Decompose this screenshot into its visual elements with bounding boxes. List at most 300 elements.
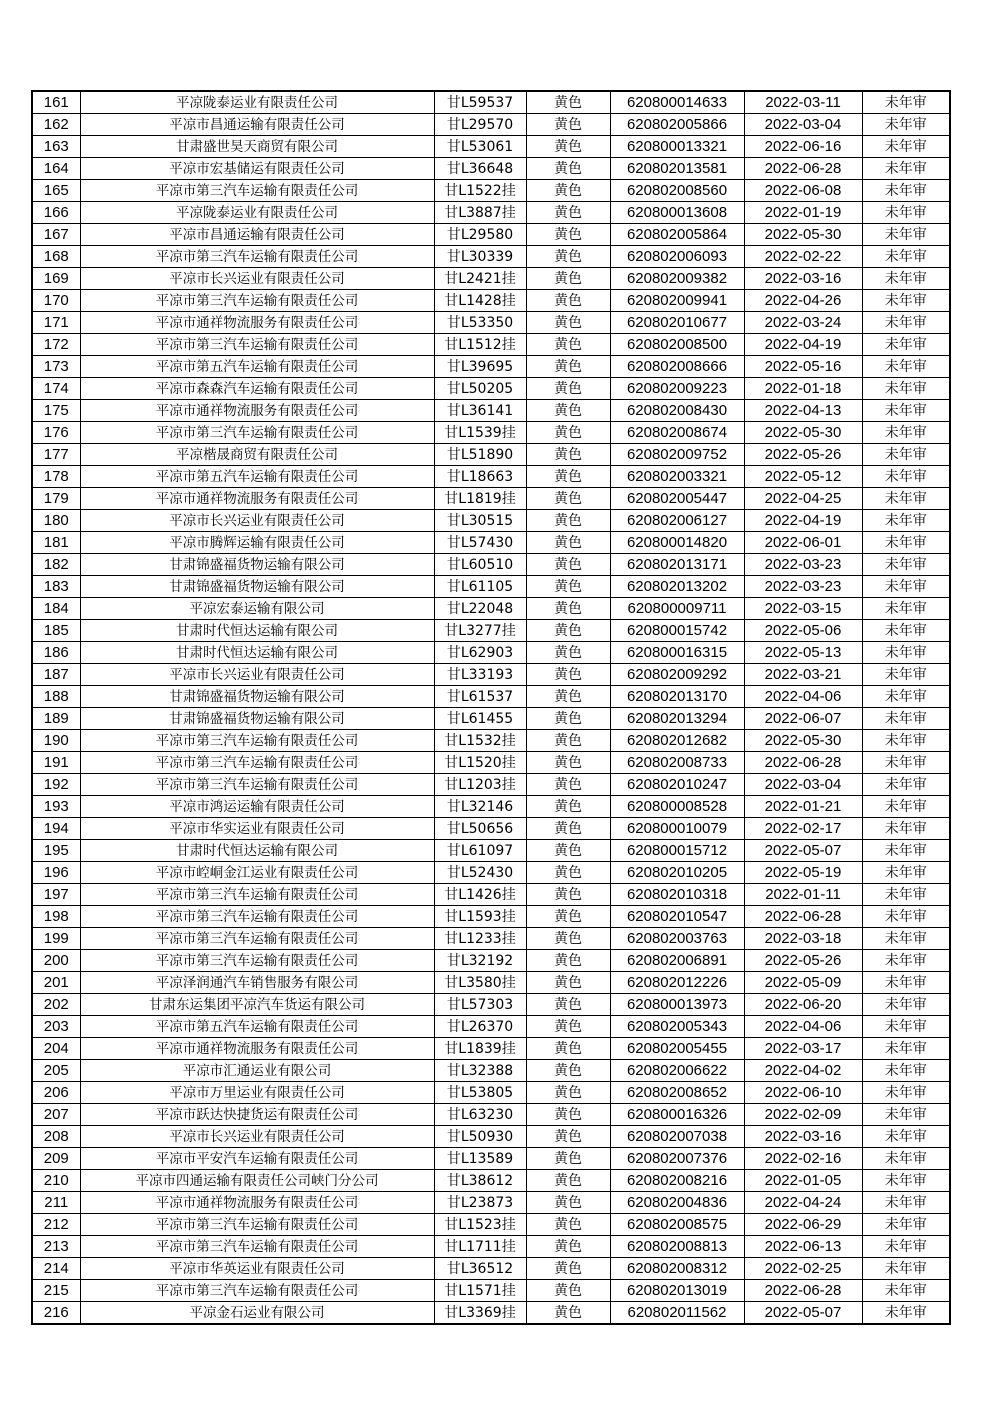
plate-color-cell: 黄色 bbox=[526, 1104, 610, 1126]
permit-number-cell: 620802013294 bbox=[610, 708, 744, 730]
plate-number-cell: 甘L30515 bbox=[434, 510, 526, 532]
permit-number-cell: 620802010318 bbox=[610, 884, 744, 906]
company-name-cell: 甘肃锦盛福货物运输有限公司 bbox=[80, 554, 434, 576]
table-row bbox=[32, 246, 950, 268]
plate-color-cell: 黄色 bbox=[526, 994, 610, 1016]
plate-number-cell: 甘L36512 bbox=[434, 1258, 526, 1280]
plate-number-cell: 甘L32146 bbox=[434, 796, 526, 818]
plate-number-cell: 甘L3580挂 bbox=[434, 972, 526, 994]
due-date-cell: 2022-06-28 bbox=[744, 1280, 862, 1302]
due-date-cell: 2022-04-25 bbox=[744, 488, 862, 510]
row-number-cell: 193 bbox=[32, 796, 80, 818]
table-row bbox=[32, 312, 950, 334]
plate-color-cell: 黄色 bbox=[526, 752, 610, 774]
table-row bbox=[32, 1236, 950, 1258]
plate-color-cell: 黄色 bbox=[526, 1126, 610, 1148]
review-status-cell: 未年审 bbox=[862, 1060, 950, 1082]
due-date-cell: 2022-06-01 bbox=[744, 532, 862, 554]
row-number-cell: 174 bbox=[32, 378, 80, 400]
row-number-cell: 176 bbox=[32, 422, 80, 444]
due-date-cell: 2022-06-20 bbox=[744, 994, 862, 1016]
company-name-cell: 平凉泽润通汽车销售服务有限公司 bbox=[80, 972, 434, 994]
plate-color-cell: 黄色 bbox=[526, 554, 610, 576]
review-status-cell: 未年审 bbox=[862, 246, 950, 268]
plate-color-cell: 黄色 bbox=[526, 708, 610, 730]
permit-number-cell: 620802003321 bbox=[610, 466, 744, 488]
review-status-cell: 未年审 bbox=[862, 928, 950, 950]
plate-number-cell: 甘L57303 bbox=[434, 994, 526, 1016]
review-status-cell: 未年审 bbox=[862, 378, 950, 400]
company-name-cell: 平凉市汇通运业有限公司 bbox=[80, 1060, 434, 1082]
review-status-cell: 未年审 bbox=[862, 158, 950, 180]
table-row bbox=[32, 1148, 950, 1170]
company-name-cell: 平凉市第五汽车运输有限责任公司 bbox=[80, 466, 434, 488]
permit-number-cell: 620802013581 bbox=[610, 158, 744, 180]
table-row bbox=[32, 950, 950, 972]
plate-color-cell: 黄色 bbox=[526, 378, 610, 400]
company-name-cell: 平凉市第三汽车运输有限责任公司 bbox=[80, 774, 434, 796]
permit-number-cell: 620800013608 bbox=[610, 202, 744, 224]
row-number-cell: 187 bbox=[32, 664, 80, 686]
permit-number-cell: 620802010547 bbox=[610, 906, 744, 928]
review-status-cell: 未年审 bbox=[862, 1082, 950, 1104]
plate-color-cell: 黄色 bbox=[526, 950, 610, 972]
plate-color-cell: 黄色 bbox=[526, 488, 610, 510]
permit-number-cell: 620800014633 bbox=[610, 91, 744, 114]
review-status-cell: 未年审 bbox=[862, 620, 950, 642]
plate-number-cell: 甘L1711挂 bbox=[434, 1236, 526, 1258]
plate-number-cell: 甘L53061 bbox=[434, 136, 526, 158]
table-row bbox=[32, 774, 950, 796]
review-status-cell: 未年审 bbox=[862, 488, 950, 510]
due-date-cell: 2022-06-07 bbox=[744, 708, 862, 730]
review-status-cell: 未年审 bbox=[862, 840, 950, 862]
plate-color-cell: 黄色 bbox=[526, 972, 610, 994]
plate-color-cell: 黄色 bbox=[526, 862, 610, 884]
plate-color-cell: 黄色 bbox=[526, 576, 610, 598]
company-name-cell: 平凉市第五汽车运输有限责任公司 bbox=[80, 1016, 434, 1038]
due-date-cell: 2022-06-29 bbox=[744, 1214, 862, 1236]
company-name-cell: 平凉市第三汽车运输有限责任公司 bbox=[80, 950, 434, 972]
permit-number-cell: 620802006622 bbox=[610, 1060, 744, 1082]
due-date-cell: 2022-04-19 bbox=[744, 334, 862, 356]
row-number-cell: 162 bbox=[32, 114, 80, 136]
due-date-cell: 2022-05-09 bbox=[744, 972, 862, 994]
table-row bbox=[32, 488, 950, 510]
review-status-cell: 未年审 bbox=[862, 752, 950, 774]
table-row bbox=[32, 840, 950, 862]
plate-color-cell: 黄色 bbox=[526, 1038, 610, 1060]
permit-number-cell: 620802005455 bbox=[610, 1038, 744, 1060]
company-name-cell: 平凉市四通运输有限责任公司峡门分公司 bbox=[80, 1170, 434, 1192]
row-number-cell: 199 bbox=[32, 928, 80, 950]
company-name-cell: 平凉楷晟商贸有限责任公司 bbox=[80, 444, 434, 466]
company-name-cell: 平凉市第三汽车运输有限责任公司 bbox=[80, 1236, 434, 1258]
review-status-cell: 未年审 bbox=[862, 312, 950, 334]
permit-number-cell: 620802013170 bbox=[610, 686, 744, 708]
plate-color-cell: 黄色 bbox=[526, 928, 610, 950]
review-status-cell: 未年审 bbox=[862, 994, 950, 1016]
due-date-cell: 2022-02-25 bbox=[744, 1258, 862, 1280]
plate-color-cell: 黄色 bbox=[526, 202, 610, 224]
table-row bbox=[32, 356, 950, 378]
due-date-cell: 2022-01-21 bbox=[744, 796, 862, 818]
row-number-cell: 192 bbox=[32, 774, 80, 796]
review-status-cell: 未年审 bbox=[862, 422, 950, 444]
due-date-cell: 2022-03-04 bbox=[744, 774, 862, 796]
due-date-cell: 2022-01-05 bbox=[744, 1170, 862, 1192]
plate-number-cell: 甘L36141 bbox=[434, 400, 526, 422]
plate-number-cell: 甘L61455 bbox=[434, 708, 526, 730]
row-number-cell: 163 bbox=[32, 136, 80, 158]
table-row bbox=[32, 114, 950, 136]
review-status-cell: 未年审 bbox=[862, 642, 950, 664]
review-status-cell: 未年审 bbox=[862, 356, 950, 378]
table-row bbox=[32, 752, 950, 774]
row-number-cell: 177 bbox=[32, 444, 80, 466]
row-number-cell: 214 bbox=[32, 1258, 80, 1280]
table-row bbox=[32, 532, 950, 554]
due-date-cell: 2022-06-10 bbox=[744, 1082, 862, 1104]
company-name-cell: 平凉市宏基储运有限责任公司 bbox=[80, 158, 434, 180]
plate-number-cell: 甘L36648 bbox=[434, 158, 526, 180]
plate-number-cell: 甘L29570 bbox=[434, 114, 526, 136]
due-date-cell: 2022-03-24 bbox=[744, 312, 862, 334]
permit-number-cell: 620802009382 bbox=[610, 268, 744, 290]
review-status-cell: 未年审 bbox=[862, 862, 950, 884]
plate-number-cell: 甘L1539挂 bbox=[434, 422, 526, 444]
plate-color-cell: 黄色 bbox=[526, 1170, 610, 1192]
plate-color-cell: 黄色 bbox=[526, 312, 610, 334]
permit-number-cell: 620802009752 bbox=[610, 444, 744, 466]
table-row bbox=[32, 158, 950, 180]
table-row bbox=[32, 642, 950, 664]
plate-number-cell: 甘L39695 bbox=[434, 356, 526, 378]
permit-number-cell: 620802008674 bbox=[610, 422, 744, 444]
review-status-cell: 未年审 bbox=[862, 136, 950, 158]
row-number-cell: 207 bbox=[32, 1104, 80, 1126]
plate-color-cell: 黄色 bbox=[526, 136, 610, 158]
permit-number-cell: 620802010205 bbox=[610, 862, 744, 884]
due-date-cell: 2022-06-08 bbox=[744, 180, 862, 202]
table-row bbox=[32, 180, 950, 202]
due-date-cell: 2022-04-13 bbox=[744, 400, 862, 422]
table-row bbox=[32, 1126, 950, 1148]
permit-number-cell: 620800008528 bbox=[610, 796, 744, 818]
review-status-cell: 未年审 bbox=[862, 268, 950, 290]
company-name-cell: 平凉市万里运业有限责任公司 bbox=[80, 1082, 434, 1104]
plate-color-cell: 黄色 bbox=[526, 1214, 610, 1236]
row-number-cell: 197 bbox=[32, 884, 80, 906]
company-name-cell: 平凉金石运业有限公司 bbox=[80, 1302, 434, 1325]
plate-number-cell: 甘L32388 bbox=[434, 1060, 526, 1082]
review-status-cell: 未年审 bbox=[862, 91, 950, 114]
plate-number-cell: 甘L33193 bbox=[434, 664, 526, 686]
due-date-cell: 2022-05-13 bbox=[744, 642, 862, 664]
vehicle-table bbox=[31, 90, 951, 1325]
row-number-cell: 195 bbox=[32, 840, 80, 862]
due-date-cell: 2022-05-06 bbox=[744, 620, 862, 642]
plate-number-cell: 甘L1426挂 bbox=[434, 884, 526, 906]
due-date-cell: 2022-02-16 bbox=[744, 1148, 862, 1170]
plate-number-cell: 甘L1512挂 bbox=[434, 334, 526, 356]
company-name-cell: 平凉市第三汽车运输有限责任公司 bbox=[80, 730, 434, 752]
row-number-cell: 216 bbox=[32, 1302, 80, 1325]
row-number-cell: 208 bbox=[32, 1126, 80, 1148]
permit-number-cell: 620802008430 bbox=[610, 400, 744, 422]
plate-color-cell: 黄色 bbox=[526, 906, 610, 928]
due-date-cell: 2022-04-24 bbox=[744, 1192, 862, 1214]
row-number-cell: 201 bbox=[32, 972, 80, 994]
review-status-cell: 未年审 bbox=[862, 906, 950, 928]
plate-color-cell: 黄色 bbox=[526, 334, 610, 356]
due-date-cell: 2022-01-11 bbox=[744, 884, 862, 906]
plate-number-cell: 甘L61537 bbox=[434, 686, 526, 708]
review-status-cell: 未年审 bbox=[862, 1236, 950, 1258]
company-name-cell: 平凉市通祥物流服务有限责任公司 bbox=[80, 400, 434, 422]
company-name-cell: 平凉市鸿运运输有限责任公司 bbox=[80, 796, 434, 818]
plate-number-cell: 甘L3277挂 bbox=[434, 620, 526, 642]
plate-color-cell: 黄色 bbox=[526, 114, 610, 136]
table-row bbox=[32, 334, 950, 356]
company-name-cell: 甘肃时代恒达运输有限公司 bbox=[80, 642, 434, 664]
permit-number-cell: 620802009941 bbox=[610, 290, 744, 312]
review-status-cell: 未年审 bbox=[862, 202, 950, 224]
plate-color-cell: 黄色 bbox=[526, 466, 610, 488]
permit-number-cell: 620800013973 bbox=[610, 994, 744, 1016]
plate-number-cell: 甘L2421挂 bbox=[434, 268, 526, 290]
permit-number-cell: 620800015712 bbox=[610, 840, 744, 862]
due-date-cell: 2022-05-12 bbox=[744, 466, 862, 488]
table-row bbox=[32, 994, 950, 1016]
permit-number-cell: 620802005866 bbox=[610, 114, 744, 136]
permit-number-cell: 620802012226 bbox=[610, 972, 744, 994]
row-number-cell: 213 bbox=[32, 1236, 80, 1258]
plate-color-cell: 黄色 bbox=[526, 180, 610, 202]
plate-number-cell: 甘L52430 bbox=[434, 862, 526, 884]
company-name-cell: 甘肃东运集团平凉汽车货运有限公司 bbox=[80, 994, 434, 1016]
company-name-cell: 平凉市华实运业有限责任公司 bbox=[80, 818, 434, 840]
company-name-cell: 平凉陇泰运业有限责任公司 bbox=[80, 202, 434, 224]
company-name-cell: 平凉市通祥物流服务有限责任公司 bbox=[80, 488, 434, 510]
row-number-cell: 198 bbox=[32, 906, 80, 928]
plate-number-cell: 甘L50656 bbox=[434, 818, 526, 840]
row-number-cell: 170 bbox=[32, 290, 80, 312]
table-row bbox=[32, 136, 950, 158]
plate-number-cell: 甘L57430 bbox=[434, 532, 526, 554]
company-name-cell: 平凉市第五汽车运输有限责任公司 bbox=[80, 356, 434, 378]
review-status-cell: 未年审 bbox=[862, 1214, 950, 1236]
row-number-cell: 188 bbox=[32, 686, 80, 708]
due-date-cell: 2022-06-28 bbox=[744, 752, 862, 774]
table-row bbox=[32, 422, 950, 444]
row-number-cell: 166 bbox=[32, 202, 80, 224]
plate-color-cell: 黄色 bbox=[526, 1258, 610, 1280]
table-row bbox=[32, 664, 950, 686]
company-name-cell: 平凉市腾辉运输有限责任公司 bbox=[80, 532, 434, 554]
company-name-cell: 甘肃锦盛福货物运输有限公司 bbox=[80, 686, 434, 708]
due-date-cell: 2022-05-30 bbox=[744, 730, 862, 752]
row-number-cell: 184 bbox=[32, 598, 80, 620]
permit-number-cell: 620802013019 bbox=[610, 1280, 744, 1302]
plate-color-cell: 黄色 bbox=[526, 422, 610, 444]
plate-color-cell: 黄色 bbox=[526, 1236, 610, 1258]
table-row bbox=[32, 906, 950, 928]
company-name-cell: 平凉市第三汽车运输有限责任公司 bbox=[80, 1214, 434, 1236]
due-date-cell: 2022-03-18 bbox=[744, 928, 862, 950]
due-date-cell: 2022-05-07 bbox=[744, 840, 862, 862]
permit-number-cell: 620802013171 bbox=[610, 554, 744, 576]
row-number-cell: 178 bbox=[32, 466, 80, 488]
plate-number-cell: 甘L1522挂 bbox=[434, 180, 526, 202]
due-date-cell: 2022-03-21 bbox=[744, 664, 862, 686]
plate-number-cell: 甘L26370 bbox=[434, 1016, 526, 1038]
company-name-cell: 平凉宏泰运输有限公司 bbox=[80, 598, 434, 620]
company-name-cell: 平凉市通祥物流服务有限责任公司 bbox=[80, 1192, 434, 1214]
review-status-cell: 未年审 bbox=[862, 796, 950, 818]
due-date-cell: 2022-03-16 bbox=[744, 1126, 862, 1148]
table-row bbox=[32, 972, 950, 994]
due-date-cell: 2022-06-28 bbox=[744, 906, 862, 928]
company-name-cell: 平凉市第三汽车运输有限责任公司 bbox=[80, 246, 434, 268]
due-date-cell: 2022-06-13 bbox=[744, 1236, 862, 1258]
plate-number-cell: 甘L60510 bbox=[434, 554, 526, 576]
table-row bbox=[32, 598, 950, 620]
table-row bbox=[32, 378, 950, 400]
row-number-cell: 183 bbox=[32, 576, 80, 598]
permit-number-cell: 620802008312 bbox=[610, 1258, 744, 1280]
due-date-cell: 2022-02-17 bbox=[744, 818, 862, 840]
permit-number-cell: 620800009711 bbox=[610, 598, 744, 620]
plate-number-cell: 甘L61105 bbox=[434, 576, 526, 598]
due-date-cell: 2022-06-28 bbox=[744, 158, 862, 180]
due-date-cell: 2022-02-22 bbox=[744, 246, 862, 268]
due-date-cell: 2022-03-15 bbox=[744, 598, 862, 620]
permit-number-cell: 620800016315 bbox=[610, 642, 744, 664]
company-name-cell: 甘肃盛世昊天商贸有限公司 bbox=[80, 136, 434, 158]
company-name-cell: 平凉市平安汽车运输有限责任公司 bbox=[80, 1148, 434, 1170]
due-date-cell: 2022-05-26 bbox=[744, 444, 862, 466]
review-status-cell: 未年审 bbox=[862, 114, 950, 136]
row-number-cell: 209 bbox=[32, 1148, 80, 1170]
review-status-cell: 未年审 bbox=[862, 576, 950, 598]
plate-number-cell: 甘L13589 bbox=[434, 1148, 526, 1170]
row-number-cell: 212 bbox=[32, 1214, 80, 1236]
row-number-cell: 215 bbox=[32, 1280, 80, 1302]
company-name-cell: 平凉市第三汽车运输有限责任公司 bbox=[80, 422, 434, 444]
permit-number-cell: 620800014820 bbox=[610, 532, 744, 554]
table-row bbox=[32, 1060, 950, 1082]
row-number-cell: 205 bbox=[32, 1060, 80, 1082]
company-name-cell: 平凉市昌通运输有限责任公司 bbox=[80, 114, 434, 136]
plate-color-cell: 黄色 bbox=[526, 91, 610, 114]
row-number-cell: 182 bbox=[32, 554, 80, 576]
table-row bbox=[32, 1104, 950, 1126]
company-name-cell: 平凉陇泰运业有限责任公司 bbox=[80, 91, 434, 114]
table-row bbox=[32, 510, 950, 532]
review-status-cell: 未年审 bbox=[862, 1280, 950, 1302]
review-status-cell: 未年审 bbox=[862, 664, 950, 686]
plate-color-cell: 黄色 bbox=[526, 620, 610, 642]
plate-color-cell: 黄色 bbox=[526, 1060, 610, 1082]
plate-number-cell: 甘L29580 bbox=[434, 224, 526, 246]
permit-number-cell: 620802010247 bbox=[610, 774, 744, 796]
plate-number-cell: 甘L30339 bbox=[434, 246, 526, 268]
company-name-cell: 平凉市昌通运输有限责任公司 bbox=[80, 224, 434, 246]
review-status-cell: 未年审 bbox=[862, 466, 950, 488]
permit-number-cell: 620802012682 bbox=[610, 730, 744, 752]
company-name-cell: 平凉市长兴运业有限责任公司 bbox=[80, 1126, 434, 1148]
plate-number-cell: 甘L63230 bbox=[434, 1104, 526, 1126]
due-date-cell: 2022-04-06 bbox=[744, 1016, 862, 1038]
review-status-cell: 未年审 bbox=[862, 708, 950, 730]
plate-number-cell: 甘L53805 bbox=[434, 1082, 526, 1104]
plate-number-cell: 甘L1532挂 bbox=[434, 730, 526, 752]
permit-number-cell: 620802009223 bbox=[610, 378, 744, 400]
table-row bbox=[32, 686, 950, 708]
review-status-cell: 未年审 bbox=[862, 334, 950, 356]
permit-number-cell: 620802005343 bbox=[610, 1016, 744, 1038]
permit-number-cell: 620802008575 bbox=[610, 1214, 744, 1236]
permit-number-cell: 620802006127 bbox=[610, 510, 744, 532]
due-date-cell: 2022-05-19 bbox=[744, 862, 862, 884]
table-row bbox=[32, 818, 950, 840]
due-date-cell: 2022-05-16 bbox=[744, 356, 862, 378]
plate-color-cell: 黄色 bbox=[526, 400, 610, 422]
due-date-cell: 2022-03-11 bbox=[744, 91, 862, 114]
company-name-cell: 平凉市华英运业有限责任公司 bbox=[80, 1258, 434, 1280]
table-row bbox=[32, 1082, 950, 1104]
company-name-cell: 平凉市第三汽车运输有限责任公司 bbox=[80, 928, 434, 950]
review-status-cell: 未年审 bbox=[862, 1126, 950, 1148]
table-row bbox=[32, 1280, 950, 1302]
company-name-cell: 甘肃锦盛福货物运输有限公司 bbox=[80, 708, 434, 730]
review-status-cell: 未年审 bbox=[862, 818, 950, 840]
row-number-cell: 164 bbox=[32, 158, 80, 180]
review-status-cell: 未年审 bbox=[862, 1302, 950, 1325]
row-number-cell: 194 bbox=[32, 818, 80, 840]
row-number-cell: 172 bbox=[32, 334, 80, 356]
review-status-cell: 未年审 bbox=[862, 400, 950, 422]
table-row bbox=[32, 444, 950, 466]
due-date-cell: 2022-01-18 bbox=[744, 378, 862, 400]
plate-number-cell: 甘L1523挂 bbox=[434, 1214, 526, 1236]
plate-color-cell: 黄色 bbox=[526, 246, 610, 268]
plate-number-cell: 甘L59537 bbox=[434, 91, 526, 114]
review-status-cell: 未年审 bbox=[862, 554, 950, 576]
table-row bbox=[32, 862, 950, 884]
company-name-cell: 平凉市长兴运业有限责任公司 bbox=[80, 664, 434, 686]
company-name-cell: 平凉市跃达快捷货运有限责任公司 bbox=[80, 1104, 434, 1126]
company-name-cell: 平凉市长兴运业有限责任公司 bbox=[80, 510, 434, 532]
permit-number-cell: 620802007376 bbox=[610, 1148, 744, 1170]
company-name-cell: 平凉市第三汽车运输有限责任公司 bbox=[80, 752, 434, 774]
row-number-cell: 200 bbox=[32, 950, 80, 972]
row-number-cell: 203 bbox=[32, 1016, 80, 1038]
table-row bbox=[32, 202, 950, 224]
review-status-cell: 未年审 bbox=[862, 1258, 950, 1280]
plate-color-cell: 黄色 bbox=[526, 1148, 610, 1170]
permit-number-cell: 620802007038 bbox=[610, 1126, 744, 1148]
row-number-cell: 211 bbox=[32, 1192, 80, 1214]
review-status-cell: 未年审 bbox=[862, 1148, 950, 1170]
table-row bbox=[32, 1170, 950, 1192]
plate-color-cell: 黄色 bbox=[526, 730, 610, 752]
row-number-cell: 173 bbox=[32, 356, 80, 378]
plate-number-cell: 甘L1593挂 bbox=[434, 906, 526, 928]
row-number-cell: 179 bbox=[32, 488, 80, 510]
row-number-cell: 186 bbox=[32, 642, 80, 664]
